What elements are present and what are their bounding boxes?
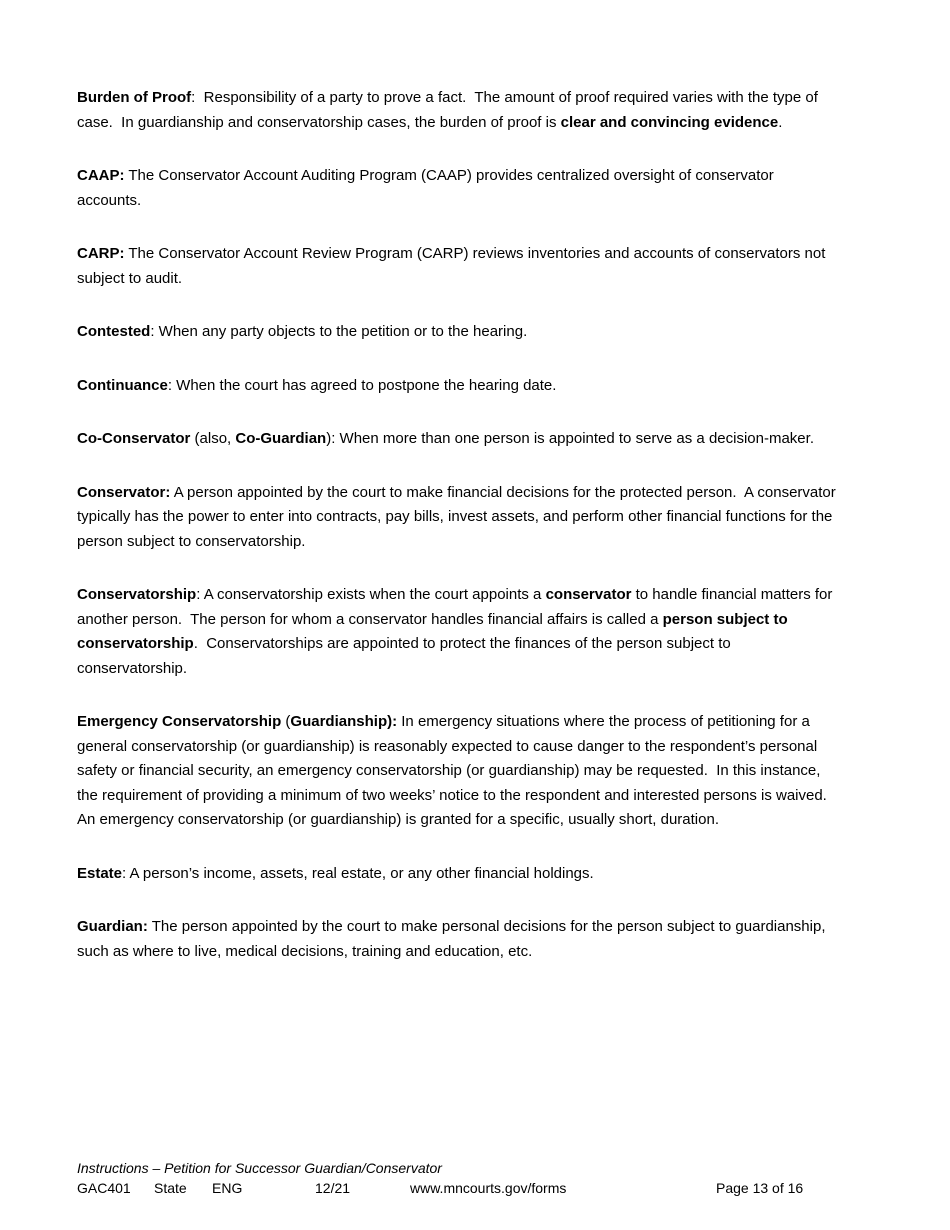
glossary-term: Conservator: — [77, 483, 171, 501]
glossary-definition: . Conservatorships are appointed to protect the finances of the person subject to conservatorship. — [77, 635, 735, 677]
glossary-definition: The Conservator Account Auditing Program (CAAP) provides centralized oversight of conservator accounts. — [77, 167, 778, 209]
glossary-entry-guardian — [77, 915, 842, 964]
glossary-definition: In emergency situations where the process of petitioning for a general conservatorship (or guardianship) is reasonably expected to cause danger to the respondent’s personal safety or financial security, an emergency conservatorship (or guardianship) may be requested. In this instance, the requirement of providing a minimum of two weeks’ notice to the respondent and interested persons is waived. An emergency conservatorship (or guardianship) is granted for a specific, usually short, duration. — [77, 713, 835, 828]
glossary-term: Guardian: — [77, 918, 148, 935]
footer-website: www.mncourts.gov/forms — [410, 1180, 567, 1196]
glossary-term: CAAP: — [77, 167, 125, 184]
glossary-entry-conservatorship — [77, 583, 842, 681]
glossary-definition: : When any party objects to the petition or to the hearing. — [150, 323, 528, 340]
glossary-definition: : Responsibility of a party to prove a fact. The amount of proof required varies with the type of case. In guardianship and conservatorship cases, the burden of proof is — [77, 89, 823, 131]
glossary-term: Estate — [77, 864, 123, 882]
glossary-definition: ): When more than one person is appointed to serve as a decision-maker. — [326, 430, 814, 447]
glossary-term: Emergency Conservatorship — [77, 713, 282, 730]
glossary-entry-emergency-conservatorship — [77, 710, 842, 833]
glossary-definition: : A conservatorship exists when the court appoints a — [196, 586, 546, 603]
glossary-entry-caap — [77, 164, 842, 213]
footer-document-title: Instructions – Petition for Successor Guardian/Conservator — [77, 1160, 442, 1176]
glossary-entry-estate — [77, 862, 842, 887]
glossary-entry-conservator — [77, 481, 842, 555]
footer-language: ENG — [212, 1180, 243, 1196]
glossary-term: Co-Guardian — [235, 430, 327, 447]
glossary-emphasis: clear and convincing evidence — [560, 113, 779, 131]
footer-page-number: Page 13 of 16 — [716, 1180, 804, 1196]
glossary-emphasis: conservator — [545, 586, 632, 603]
glossary-definition: The person appointed by the court to make personal decisions for the person subject to guardianship, such as where to live, medical decisions, training and education, etc. — [77, 918, 830, 960]
glossary-entry-contested — [77, 320, 842, 345]
footer-form-number: GAC401 — [77, 1180, 131, 1196]
glossary-entry-carp — [77, 242, 842, 291]
glossary-definition: ( — [281, 713, 291, 730]
glossary-definition: (also, — [190, 430, 236, 447]
footer-revision-date: 12/21 — [315, 1180, 351, 1196]
glossary-term: Conservatorship — [77, 586, 197, 603]
glossary-entry-continuance — [77, 374, 842, 399]
glossary-definition: : When the court has agreed to postpone the hearing date. — [167, 376, 557, 394]
footer-state: State — [154, 1180, 187, 1196]
glossary-content — [77, 86, 842, 993]
glossary-term: Continuance — [77, 376, 168, 394]
glossary-entry-burden-of-proof — [77, 86, 842, 135]
glossary-definition: A person appointed by the court to make financial decisions for the protected person. A conservator typically has the power to enter into contracts, pay bills, invest assets, and perform other financial functions for the person subject to conservatorship. — [77, 483, 840, 550]
glossary-emphasis: person subject to conservatorship — [77, 610, 792, 652]
glossary-definition: . — [778, 113, 783, 131]
glossary-term: Guardianship): — [290, 713, 398, 730]
glossary-definition: to handle financial matters for another person. The person for whom a conservator handles financial affairs is called a — [77, 586, 837, 628]
glossary-term: Contested — [77, 323, 151, 340]
glossary-term: Co-Conservator — [77, 430, 191, 447]
glossary-term: Burden of Proof — [77, 89, 192, 106]
glossary-entry-co-conservator — [77, 427, 842, 452]
glossary-definition: : A person’s income, assets, real estate, or any other financial holdings. — [122, 864, 594, 882]
glossary-definition: The Conservator Account Review Program (CARP) reviews inventories and accounts of conservators not subject to audit. — [77, 245, 830, 287]
glossary-term: CARP: — [77, 245, 125, 262]
page-footer — [0, 1158, 950, 1206]
